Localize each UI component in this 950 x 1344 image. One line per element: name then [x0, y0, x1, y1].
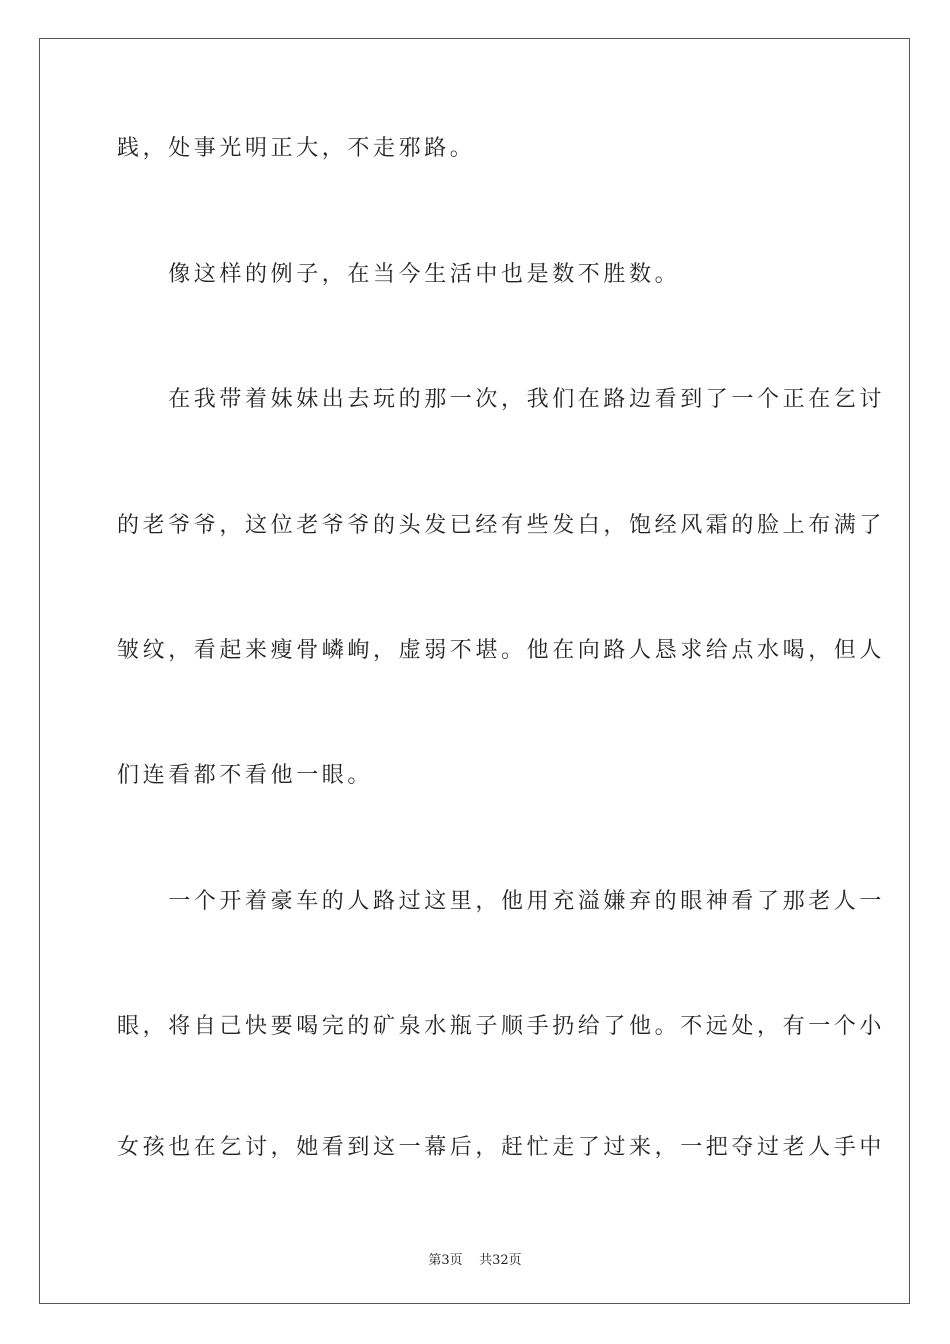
- page-number: 第3页: [428, 1253, 463, 1268]
- page-total: 共32页: [479, 1253, 522, 1268]
- page-footer: [0, 1249, 950, 1268]
- text-line: 皱纹，看起来瘦骨嶙峋，虚弱不堪。他在向路人恳求给点水喝，但人: [117, 638, 886, 663]
- text-line: 践，处事光明正大，不走邪路。: [117, 136, 476, 161]
- text-line: 女孩也在乞讨，她看到这一幕后，赶忙走了过来，一把夺过老人手中: [117, 1135, 886, 1160]
- text-line: 在我带着妹妹出去玩的那一次，我们在路边看到了一个正在乞讨: [117, 387, 886, 412]
- text-line: 眼，将自己快要喝完的矿泉水瓶子顺手扔给了他。不远处，有一个小: [117, 1014, 886, 1039]
- text-line: 像这样的例子，在当今生活中也是数不胜数。: [117, 262, 681, 287]
- text-line: 们连看都不看他一眼。: [117, 763, 374, 788]
- text-line: 的老爷爷，这位老爷爷的头发已经有些发白，饱经风霜的脸上布满了: [117, 513, 886, 538]
- text-line: 一个开着豪车的人路过这里，他用充溢嫌弃的眼神看了那老人一: [117, 889, 886, 914]
- page-frame: [39, 38, 910, 1304]
